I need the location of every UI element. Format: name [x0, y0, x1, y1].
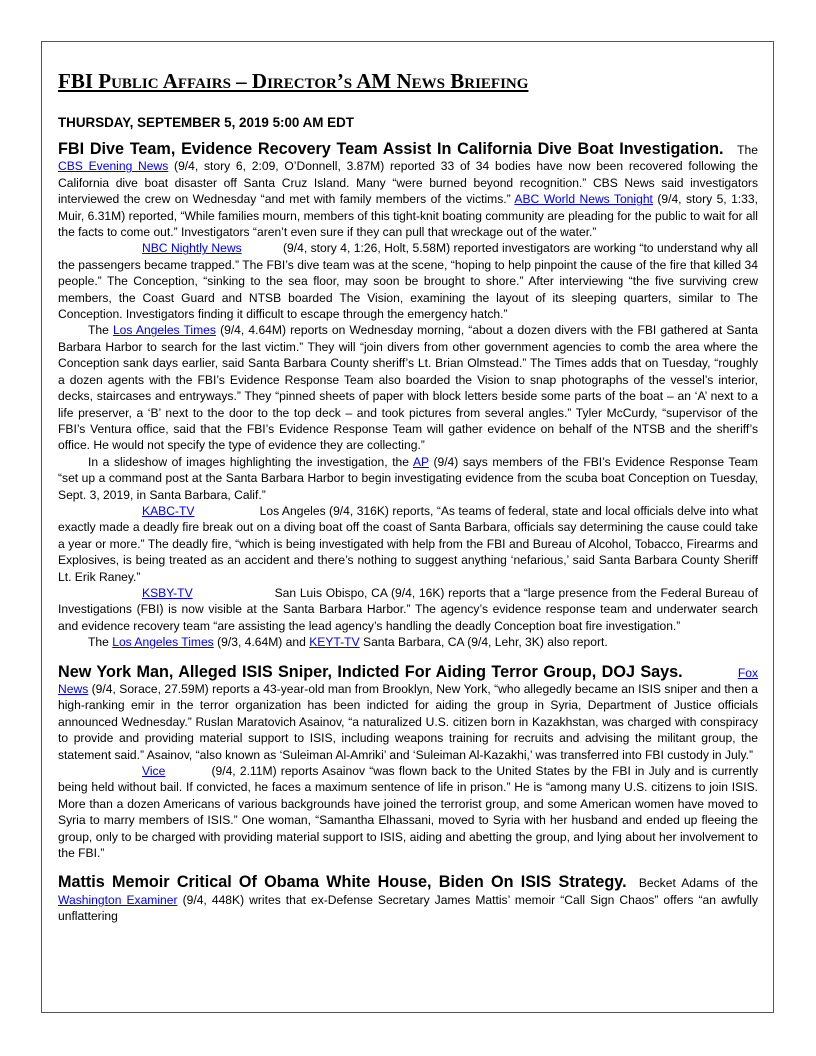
link-fox-news[interactable]: Fox News: [58, 665, 758, 696]
link-vice[interactable]: Vice: [142, 764, 166, 779]
story-text: In a slideshow of images highlighting the investigation, the: [88, 454, 410, 469]
link-cbs-evening-news[interactable]: CBS Evening News: [58, 159, 169, 174]
story-paragraph: [58, 585, 758, 634]
story-text: Santa Barbara, CA (9/4, Lehr, 3K) also report.: [363, 635, 608, 650]
story-text: (9/4, 4.64M) reports on Wednesday morning, “about a dozen divers with the FBI gathered at Santa Barbara Harbor to search for the last victim.” They will “join divers from other government agencies to comb the area where the Conception sank days earlier, said Santa Barbara County sheriff’s Lt. Brian Olmstead.” The Times adds that on Tuesday, “roughly a dozen agents with the FBI’s Evidence Response Team also boarded the Vision to snap photographs of the vessel’s interior, decks, staircases and entryways.” They “pinned sheets of paper with block letters beside some parts of the boat – an ‘A’ next to a life preserver, a ‘B’ next to the door to the top deck – and took pictures from several angles.” Tyler McCurdy, “supervisor of the FBI’s Ventura office, said that the FBI’s Evidence Response Team will gather evidence on behalf of the NTSB and the sheriff’s office. He would not specify the type of evidence they are collecting.”: [58, 323, 758, 453]
link-los-angeles-times[interactable]: Los Angeles Times: [112, 323, 216, 338]
story-text: Los Angeles (9/4, 316K) reports, “As teams of federal, state and local officials delve into what exactly made a deadly fire break out on a diving boat off the coast of Santa Barbara, officials say determining the cause could take a year or more.” The deadly fire, “which is being investigated with help from the FBI and Bureau of Alcohol, Tobacco, Firearms and Explosives, is being treated as an accident and there’s nothing to suggest anything ‘nefarious,’ said Santa Barbara County Sheriff Lt. Erik Raney.”: [58, 503, 758, 584]
story-paragraph: [58, 634, 758, 650]
story-paragraph: [58, 763, 758, 861]
link-ksby-tv[interactable]: KSBY-TV: [142, 585, 193, 600]
story-headline: Mattis Memoir Critical Of Obama White House, Biden On ISIS Strategy.: [58, 873, 627, 892]
story-dive-boat: [58, 140, 758, 651]
story-paragraph: [58, 322, 758, 453]
story-text: (9/4, Sorace, 27.59M) reports a 43-year-old man from Brooklyn, New York, “who allegedly became an ISIS sniper and then a high-ranking emir in the terror organization has been indicted for aiding the group in Syria, Department of Justice officials announced Wednesday.” Ruslan Maratovich Asainov, “a naturalized U.S. citizen born in Kazakhstan, was charged with conspiracy to provide and providing material support to ISIS, including weapons training for recruits and advising the militant group, the statement said.” Asainov, “also known as ‘Suleiman Al-Amriki’ and ‘Suleiman Al-Kazakhi,’ was transferred into FBI custody in July.”: [58, 682, 758, 762]
link-ap[interactable]: AP: [412, 454, 429, 469]
story-isis-sniper: [58, 663, 758, 862]
story-paragraph: [58, 873, 758, 924]
story-paragraph: [58, 240, 758, 322]
story-text: Becket Adams of the: [638, 876, 758, 891]
story-mattis-memoir: [58, 873, 758, 924]
story-text: The: [737, 143, 758, 157]
story-headline: New York Man, Alleged ISIS Sniper, Indicted For Aiding Terror Group, DOJ Says.: [58, 662, 683, 681]
story-text: (9/4, story 4, 1:26, Holt, 5.58M) reported investigators are working “to understand why all the passengers became trapped.” The FBI’s dive team was at the scene, “hoping to help pinpoint the cause of the fire that killed 34 people.” The Conception, “sinking to the sea floor, may soon be brought to shore.” After interviewing “the five surviving crew members, the Coast Guard and NTSB boarded The Vision, examining the layout of its sleeping quarters, similar to The Conception. Investigators finding it difficult to escape through the emergency hatch.”: [58, 241, 758, 322]
link-kabc-tv[interactable]: KABC-TV: [142, 503, 195, 518]
link-nbc-nightly-news[interactable]: NBC Nightly News: [142, 241, 242, 256]
story-paragraph: [58, 454, 758, 503]
story-text: (9/4, 2.11M) reports Asainov “was flown back to the United States by the FBI in July and is currently being held without bail. If convicted, he faces a maximum sentence of life in prison.” He is “among many U.S. citizens to join ISIS. More than a dozen Americans of various backgrounds have joined the terrorist group, and some American women have moved to Syria to marry members of ISIS.” One woman, “Samantha Elhassani, moved to Syria with her husband and ended up fleeing the group, only to be charged with providing material support to ISIS, aiding and abetting the group, and lying about her involvement to the FBI.”: [58, 764, 758, 861]
page-frame: [41, 41, 774, 1013]
link-keyt-tv[interactable]: KEYT-TV: [309, 635, 360, 650]
link-washington-examiner[interactable]: Washington Examiner: [58, 892, 178, 907]
story-text: (9/4, story 6, 2:09, O’Donnell, 3.87M) reported 33 of 34 bodies have now been recovered following the California dive boat disaster off Santa Cruz Island. Many “were burned beyond recognition.” CBS News said investigators interviewed the crew on Wednesday “and met with family members of the victims.”: [58, 159, 759, 207]
story-text: (9/4) says members of the FBI’s Evidence Response Team “set up a command post at the Santa Barbara Harbor to begin investigating evidence from the scuba boat Conception on Tuesday, Sept. 3, 2019, in Santa Barbara, Calif.”: [58, 454, 758, 502]
link-los-angeles-times-2[interactable]: Los Angeles Times: [112, 635, 214, 650]
story-text: (9/3, 4.64M) and: [217, 635, 306, 650]
story-text: San Luis Obispo, CA (9/4, 16K) reports that a “large presence from the Federal Bureau of Investigations (FBI) is now visible at the Santa Barbara Harbor.” The agency’s evidence response team and underwater search and evidence recovery team “are assisting the lead agency’s handling the deadly Conception boat fire investigation.”: [58, 585, 758, 633]
story-text: (9/4, story 5, 1:33, Muir, 6.31M) reported, “While families mourn, members of this tight-knit boating community are pleading for the public to wait for all the facts to come out.” Investigators “aren’t even sure if they can pull that wreckage out of the water.”: [58, 192, 758, 240]
story-text: (9/4, 448K) writes that ex-Defense Secretary James Mattis’ memoir “Call Sign Chaos” offers “an awfully unflattering: [58, 892, 758, 924]
link-abc-world-news[interactable]: ABC World News Tonight: [514, 192, 653, 207]
briefing-content: [58, 62, 758, 925]
story-text: The: [88, 635, 109, 650]
story-headline: FBI Dive Team, Evidence Recovery Team Assist In California Dive Boat Investigation.: [58, 140, 724, 158]
story-paragraph: [58, 140, 758, 240]
story-text: The: [88, 323, 109, 338]
story-paragraph: [58, 663, 758, 763]
story-paragraph: [58, 503, 758, 585]
page-title: FBI Public Affairs – Director’s AM News Briefing: [58, 69, 529, 93]
date-line: THURSDAY, SEPTEMBER 5, 2019 5:00 AM EDT: [58, 115, 354, 130]
